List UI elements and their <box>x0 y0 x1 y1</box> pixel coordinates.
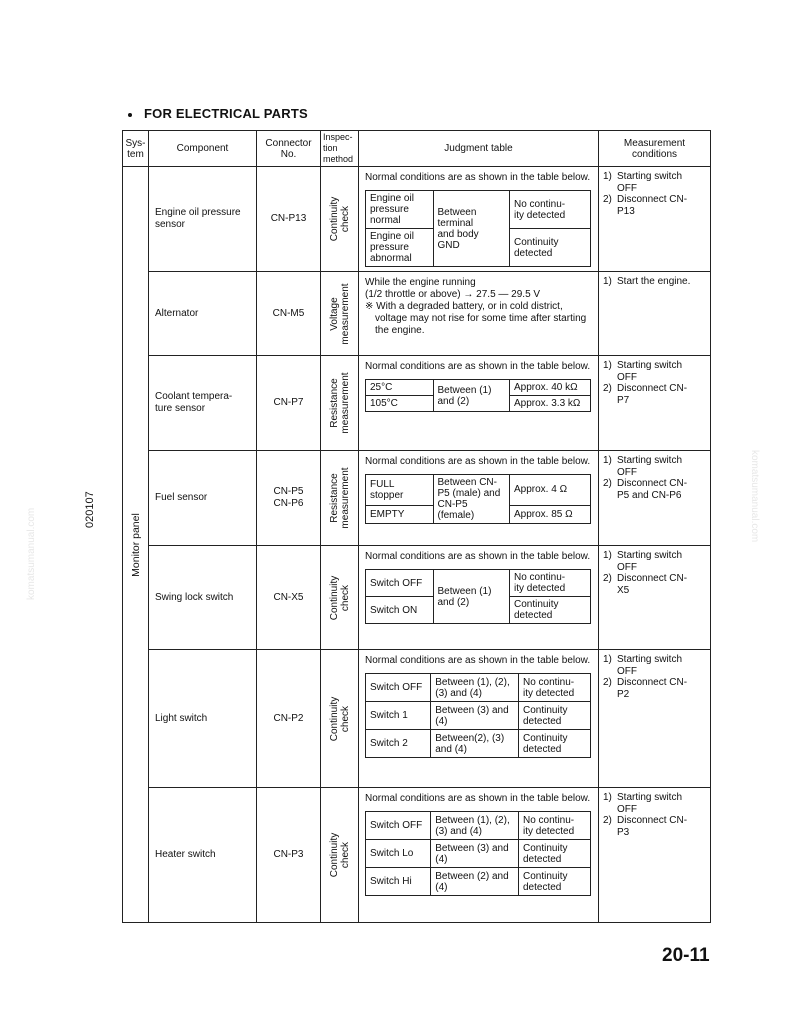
judgment-lead: Normal conditions are as shown in the table below. <box>365 655 591 666</box>
condition-item: 2) Disconnect CN- P13 <box>603 194 688 217</box>
system-cell <box>123 167 149 923</box>
method-cell <box>321 451 359 546</box>
table-row <box>123 167 711 272</box>
table-row <box>123 650 711 788</box>
condition-item: 1) Starting switch OFF <box>603 360 683 383</box>
judgment-lead: Normal conditions are as shown in the table below. <box>365 551 591 562</box>
judgment-lead: Normal conditions are as shown in the table below. <box>365 456 591 467</box>
component-cell <box>149 546 257 650</box>
component-label: Swing lock switch <box>155 591 234 603</box>
judgment-terminal: Between(2), (3) and (4) <box>435 732 505 755</box>
page-number: 20-11 <box>662 945 710 966</box>
connector-cell <box>257 650 321 788</box>
judgment-table <box>365 474 591 524</box>
judgment-table <box>365 190 591 267</box>
component-label: Alternator <box>155 307 199 319</box>
component-cell <box>149 650 257 788</box>
judgment-result: No continu- ity detected <box>514 198 566 221</box>
method-cell <box>321 272 359 356</box>
electrical-parts-table <box>122 130 711 923</box>
judgment-condition: Switch OFF <box>370 682 423 693</box>
condition-item: 1) Start the engine. <box>603 276 691 287</box>
judgment-cell <box>359 788 599 923</box>
judgment-condition: Engine oil pressure normal <box>370 193 414 226</box>
judgment-condition: 25°C <box>370 382 393 393</box>
header-component: Component <box>149 131 257 167</box>
method-cell <box>321 167 359 272</box>
connector-label: CN-X5 <box>273 591 304 603</box>
section-heading-text: FOR ELECTRICAL PARTS <box>144 106 308 121</box>
header-row <box>123 131 711 167</box>
judgment-condition: Switch OFF <box>370 577 423 589</box>
bullet-icon <box>128 113 132 117</box>
judgment-cell <box>359 356 599 451</box>
judgment-condition: FULL stopper <box>370 478 404 501</box>
judgment-result: Approx. 85 Ω <box>514 508 573 520</box>
method-label: Continuity check <box>328 832 351 878</box>
connector-label: CN-M5 <box>272 307 305 319</box>
connector-label: CN-P5 CN-P6 <box>273 486 304 509</box>
judgment-terminal: Between (1) and (2) <box>437 384 492 407</box>
header-conditions: Measurement conditions <box>599 131 711 167</box>
judgment-lead: Normal conditions are as shown in the table below. <box>365 361 591 372</box>
component-label: Light switch <box>155 712 208 724</box>
conditions-cell <box>599 356 711 451</box>
judgment-result: No continu- ity detected <box>523 676 575 699</box>
judgment-condition: Switch ON <box>370 604 418 616</box>
connector-label: CN-P13 <box>270 213 307 224</box>
conditions-cell <box>599 788 711 923</box>
judgment-lead: Normal conditions are as shown in the table below. <box>365 793 591 804</box>
condition-item: 1) Starting switch OFF <box>603 455 683 478</box>
section-heading <box>128 106 308 121</box>
judgment-table <box>365 569 591 624</box>
component-label: Coolant tempera- ture sensor <box>155 391 233 414</box>
judgment-table <box>365 811 591 896</box>
conditions-cell <box>599 272 711 356</box>
judgment-result: Continuity detected <box>514 599 559 621</box>
judgment-terminal: Between CN- P5 (male) and CN-P5 (female) <box>437 477 501 521</box>
method-label: Resistance measurement <box>328 467 351 529</box>
judgment-condition: 105°C <box>370 398 398 409</box>
header-connector: Connector No. <box>257 131 321 167</box>
watermark-left: komatsumanual.com <box>26 507 37 600</box>
method-cell <box>321 356 359 451</box>
method-label: Voltage measurement <box>328 282 351 345</box>
judgment-lead: Normal conditions are as shown in the table below. <box>365 172 591 183</box>
judgment-condition: Switch Hi <box>370 876 412 887</box>
condition-item: 1) Starting switch OFF <box>603 654 683 677</box>
judgment-terminal: Between (3) and (4) <box>435 704 509 727</box>
header-judgment: Judgment table <box>359 131 599 167</box>
judgment-terminal: Between (1), (2), (3) and (4) <box>435 676 510 699</box>
method-label: Continuity check <box>328 575 351 620</box>
judgment-table <box>365 673 591 758</box>
connector-cell <box>257 167 321 272</box>
component-label: Heater switch <box>155 849 216 860</box>
judgment-table <box>365 379 591 412</box>
judgment-result: No continu- ity detected <box>514 572 566 594</box>
judgment-result: Continuity detected <box>523 870 568 893</box>
judgment-result: Continuity detected <box>523 842 568 865</box>
judgment-condition: Switch OFF <box>370 820 423 831</box>
document-number: 020107 <box>84 491 96 528</box>
judgment-terminal: Between (3) and (4) <box>435 842 509 865</box>
connector-cell <box>257 788 321 923</box>
judgment-condition: Switch 1 <box>370 710 408 721</box>
judgment-result: Continuity detected <box>523 732 568 755</box>
component-cell <box>149 167 257 272</box>
judgment-condition: Engine oil pressure abnormal <box>370 231 414 264</box>
judgment-cell <box>359 650 599 788</box>
table-row <box>123 272 711 356</box>
component-cell <box>149 356 257 451</box>
system-label: Monitor panel <box>129 512 142 577</box>
judgment-condition: EMPTY <box>370 508 405 520</box>
judgment-result: Approx. 3.3 kΩ <box>514 398 581 409</box>
component-cell <box>149 788 257 923</box>
method-label: Resistance measurement <box>328 372 351 434</box>
judgment-cell <box>359 451 599 546</box>
watermark-right: komatsumanual.com <box>749 450 760 543</box>
condition-item: 2) Disconnect CN- P7 <box>603 383 688 406</box>
condition-item: 2) Disconnect CN- X5 <box>603 573 688 596</box>
judgment-condition: Switch 2 <box>370 738 408 749</box>
method-cell <box>321 788 359 923</box>
component-cell <box>149 451 257 546</box>
judgment-result: Continuity detected <box>514 236 559 259</box>
connector-label: CN-P2 <box>273 712 304 724</box>
judgment-condition: Switch Lo <box>370 848 414 859</box>
judgment-cell <box>359 546 599 650</box>
method-cell <box>321 546 359 650</box>
judgment-result: No continu- ity detected <box>523 814 575 837</box>
judgment-note: ※ With a degraded battery, or in cold district, voltage may not rise for some time after starting the engine. <box>365 301 587 336</box>
condition-item: 1) Starting switch OFF <box>603 550 683 573</box>
component-label: Engine oil pressure sensor <box>155 207 241 230</box>
header-system: Sys- tem <box>123 131 149 167</box>
table-row <box>123 356 711 451</box>
table-row <box>123 788 711 923</box>
judgment-lead: While the engine running (1/2 throttle or above) → 27.5 — 29.5 V <box>365 277 541 300</box>
judgment-terminal: Between terminal and body GND <box>437 206 479 251</box>
connector-label: CN-P7 <box>273 397 304 408</box>
table-row <box>123 451 711 546</box>
judgment-result: Approx. 4 Ω <box>514 484 568 496</box>
condition-item: 2) Disconnect CN- P2 <box>603 677 688 700</box>
condition-item: 2) Disconnect CN- P3 <box>603 815 688 838</box>
table-row <box>123 546 711 650</box>
method-cell <box>321 650 359 788</box>
judgment-terminal: Between (2) and (4) <box>435 870 509 893</box>
component-cell <box>149 272 257 356</box>
component-label: Fuel sensor <box>155 492 208 503</box>
connector-cell <box>257 272 321 356</box>
condition-item: 2) Disconnect CN- P5 and CN-P6 <box>603 478 688 501</box>
connector-label: CN-P3 <box>273 849 304 860</box>
conditions-cell <box>599 546 711 650</box>
judgment-terminal: Between (1), (2), (3) and (4) <box>435 814 510 837</box>
judgment-result: Continuity detected <box>523 704 568 727</box>
judgment-terminal: Between (1) and (2) <box>437 585 492 608</box>
connector-cell <box>257 451 321 546</box>
condition-item: 1) Starting switch OFF <box>603 792 683 815</box>
judgment-cell <box>359 167 599 272</box>
conditions-cell <box>599 650 711 788</box>
condition-item: 1) Starting switch OFF <box>603 171 683 194</box>
connector-cell <box>257 546 321 650</box>
connector-cell <box>257 356 321 451</box>
method-label: Continuity check <box>328 696 351 741</box>
judgment-result: Approx. 40 kΩ <box>514 382 578 393</box>
conditions-cell <box>599 451 711 546</box>
conditions-cell <box>599 167 711 272</box>
header-method: Inspec- tion method <box>321 131 359 167</box>
method-label: Continuity check <box>328 196 351 242</box>
judgment-cell <box>359 272 599 356</box>
